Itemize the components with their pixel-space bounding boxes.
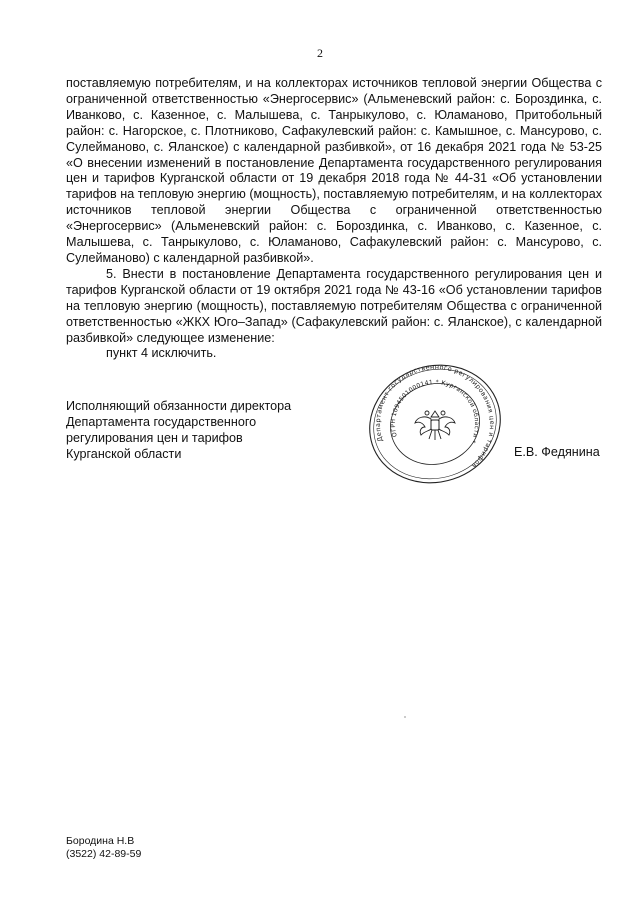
executor-name: Бородина Н.В (66, 835, 135, 847)
paragraph-item-5: 5. Внести в постановление Департамента государственного регулирования цен и тарифов Курганской области от 19 октября 2021 года № 43-16 «Об установлении тарифов на тепловую энергию (мощность), поставляемую потребителям Общества с ограниченной ответственностью «ЖКХ Юго–Запад» (Сафакулевский район: с. Яланское), с календарной разбивкой» следующее изменение: (66, 266, 602, 345)
scan-speck (404, 716, 406, 718)
signature-title-line: Исполняющий обязанности директора (66, 399, 292, 413)
executor-phone: (3522) 42-89-59 (66, 848, 142, 860)
stamp-inner-text: ОГРН 1094501000141 * Курганской области * (389, 378, 481, 445)
executor-info (66, 835, 141, 861)
paragraph-exclusion: пункт 4 исключить. (106, 346, 217, 361)
official-seal-stamp (364, 362, 506, 486)
signature-title-line: Курганской области (66, 446, 182, 461)
stamp-outer-text: Департамент государственного регулирования цен и тарифов (373, 362, 497, 470)
signature-title-line: Департамента государственного (66, 414, 257, 429)
page-number: 2 (317, 46, 323, 60)
signer-name: Е.В. Федянина (514, 445, 600, 459)
signature-title (66, 399, 326, 463)
body-text (66, 76, 602, 362)
coat-of-arms-icon (415, 411, 455, 440)
signature-title-line: регулирования цен и тарифов (66, 430, 243, 445)
paragraph-continuation: поставляемую потребителям, и на коллекторах источников тепловой энергии Общества с ограниченной ответственностью «Энергосервис» (Альменевский район: с. Бороздинка, с. Иванково, с. Казенное, с. Малышева, с. Танрыкулово, с. Юламаново, Притобольный район: с. Нагорское, с. Плотниково, Сафакулевский район: с. Камышное, с. Мансурово, с. Сулейманово, с. Яланское) с календарной разбивкой», от 16 декабря 2021 года № 53-25 «О внесении изменений в постановление Департамента государственного регулирования цен и тарифов Курганской области от 19 декабря 2018 года № 44-31 «Об установлении тарифов на тепловую энергию (мощность), поставляемую потребителям, и на коллекторах источников тепловой энергии Общества с ограниченной ответственностью «Энергосервис» (Альменевский район: с. Бороздинка, с. Иванково, с. Казенное, с. Малышева, с. Танрыкулово, с. Юламаново, Сафакулевский район: с. Мансурово, с. Сулейманово) с календарной разбивкой». (66, 76, 602, 265)
